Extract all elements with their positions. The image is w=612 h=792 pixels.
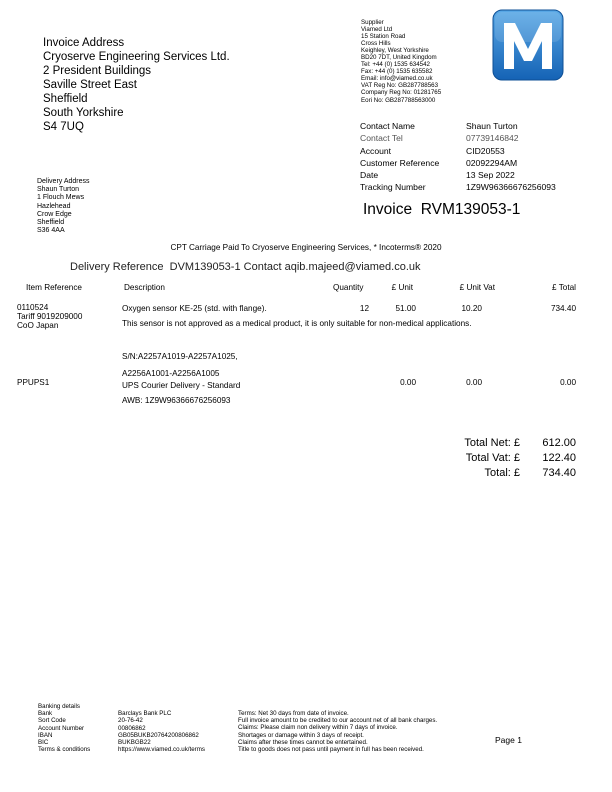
terms-line: Claims after these times cannot be entertained. [238,738,368,746]
row-unit-vat: 10.20 [461,304,482,313]
delivery-address-line: Hazlehead [37,202,71,210]
contact-row [360,157,596,169]
invoice-address-line: Sheffield [43,93,88,105]
banking-label: Sort Code [38,717,66,725]
contact-value: Shaun Turton [466,121,518,131]
delivery-address-line: Sheffield [37,219,65,227]
header-unit-vat: £ Unit Vat [459,283,495,292]
row-item-reference: PPUPS1 [17,378,50,387]
total-net-label: Total Net: £ [464,437,520,449]
banking-value: BUKBGB22 [118,739,151,747]
banking-label: Account Number [38,724,85,732]
row-unit-vat: 0.00 [466,378,482,387]
contact-value: CID20553 [466,145,505,156]
invoice-title: Invoice RVM139053-1 [363,201,521,218]
contact-row [360,132,596,144]
banking-details [38,703,205,753]
banking-value: 20-76-42 [118,717,143,725]
supplier-line: Fax: +44 (0) 1535 635582 [361,68,433,76]
row-item-reference: 0110524 Tariff 9019209000 CoO Japan [17,303,83,330]
page-number: Page 1 [495,735,522,745]
invoice-address-line: South Yorkshire [43,107,124,119]
contact-value: 07739146842 [466,133,519,144]
contact-row [360,169,596,181]
contact-label: Contact Tel [360,133,403,144]
supplier-line: Cross Hills [361,40,391,48]
banking-label: IBAN [38,731,53,739]
banking-row [38,746,205,753]
banking-title: Banking details [38,703,80,710]
row-unit-price: 0.00 [400,378,416,387]
invoice-address-line: Saville Street East [43,79,137,91]
contact-value: 02092294AM [466,157,518,168]
banking-row [38,710,205,717]
row-description: UPS Courier Delivery - Standard AWB: 1Z9W96366676256093 [122,381,241,405]
contact-label: Contact Name [360,121,415,131]
contact-row [360,181,596,193]
invoice-address-line: 2 President Buildings [43,65,152,77]
total-vat-row [400,451,576,466]
total-vat-value: 122.40 [542,452,576,464]
row-serial-numbers: S/N:A2257A1019-A2257A1025, A2256A1001-A2256A1005 [122,352,238,378]
invoice-address-line: S4 7UQ [43,121,84,133]
total-row [400,466,576,481]
delivery-address-line: Crow Edge [37,210,72,218]
delivery-address-line: 1 Flouch Mews [37,194,85,202]
terms-line: Terms: Net 30 days from date of invoice. [238,710,349,717]
header-item-reference: Item Reference [26,283,82,292]
delivery-address [37,178,90,235]
supplier-line: Supplier [361,19,384,26]
header-quantity: Quantity [333,283,364,292]
banking-row [38,732,205,739]
terms-line: Full invoice amount to be credited to our account net of all bank charges. [238,717,438,725]
banking-value: Barclays Bank PLC [118,710,172,718]
contact-row [360,120,596,132]
supplier-line: 15 Station Road [361,33,406,41]
total-vat-label: Total Vat: £ [465,452,520,464]
row-total: 734.40 [550,304,576,313]
viamed-logo-icon [492,9,564,81]
invoice-address [43,36,230,134]
banking-value: GB05BUKB20764200806862 [118,731,199,739]
row-description: Oxygen sensor KE-25 (std. with flange). [122,304,267,313]
supplier-line: Company Reg No: 01281765 [361,89,442,97]
contact-value: 1Z9W96366676256093 [466,182,556,193]
banking-row [38,717,205,724]
row-unit-price: 51.00 [395,304,416,313]
terms-link[interactable]: https://www.viamed.co.uk/terms [118,746,205,754]
terms-line: Shortages or damage within 3 days of receipt. [238,731,364,739]
banking-row [38,739,205,746]
delivery-address-line: Shaun Turton [37,186,80,194]
banking-label: Terms & conditions [38,746,91,754]
contact-label: Date [360,170,379,181]
row-note: This sensor is not approved as a medical product, it is only suitable for non-medical applications. [122,319,472,328]
totals-block [400,436,576,481]
viamed-logo [492,9,564,81]
contact-details-table [360,120,596,194]
invoice-address-line: Invoice Address [43,37,125,49]
contact-label: Tracking Number [360,182,426,193]
contact-value: 13 Sep 2022 [466,170,515,181]
banking-value: 00806862 [118,724,146,732]
terms-block [238,710,437,753]
row-total: 0.00 [560,378,576,387]
delivery-reference: Delivery Reference DVM139053-1 Contact aqib.majeed@viamed.co.uk [70,261,421,273]
supplier-line: VAT Reg No: GB287788563 [361,82,439,90]
banking-label: BIC [38,739,49,747]
total-net-value: 612.00 [542,437,576,449]
contact-label: Customer Reference [360,157,440,168]
supplier-line: BD20 7DT, United Kingdom [361,54,437,62]
banking-row [38,725,205,732]
header-description: Description [124,283,165,292]
total-label: Total: £ [484,467,520,479]
supplier-line: Email: info@viamed.co.uk [361,75,433,83]
header-total: £ Total [552,283,576,292]
total-value: 734.40 [542,467,576,479]
supplier-details [361,19,441,104]
banking-label: Bank [38,710,53,718]
delivery-address-line: Delivery Address [37,178,90,185]
supplier-line: Tel: +44 (0) 1535 634542 [361,61,430,69]
contact-label: Account [360,145,392,156]
contact-row [360,145,596,157]
supplier-line: Eori No: GB287788563000 [361,96,436,104]
row-quantity: 12 [359,304,369,313]
supplier-line: Keighley, West Yorkshire [361,47,429,55]
invoice-address-line: Cryoserve Engineering Services Ltd. [43,51,230,63]
delivery-address-line: S36 4AA [37,227,65,235]
terms-line: Claims: Please claim non delivery within 7 days of invoice. [238,724,398,732]
supplier-line: Viamed Ltd [361,26,393,34]
terms-line: Title to goods does not pass until payment in full has been received. [238,746,424,754]
carriage-terms: CPT Carriage Paid To Cryoserve Engineering Services, * Incoterms® 2020 [170,243,442,252]
header-unit: £ Unit [391,283,413,292]
total-net-row [400,436,576,451]
